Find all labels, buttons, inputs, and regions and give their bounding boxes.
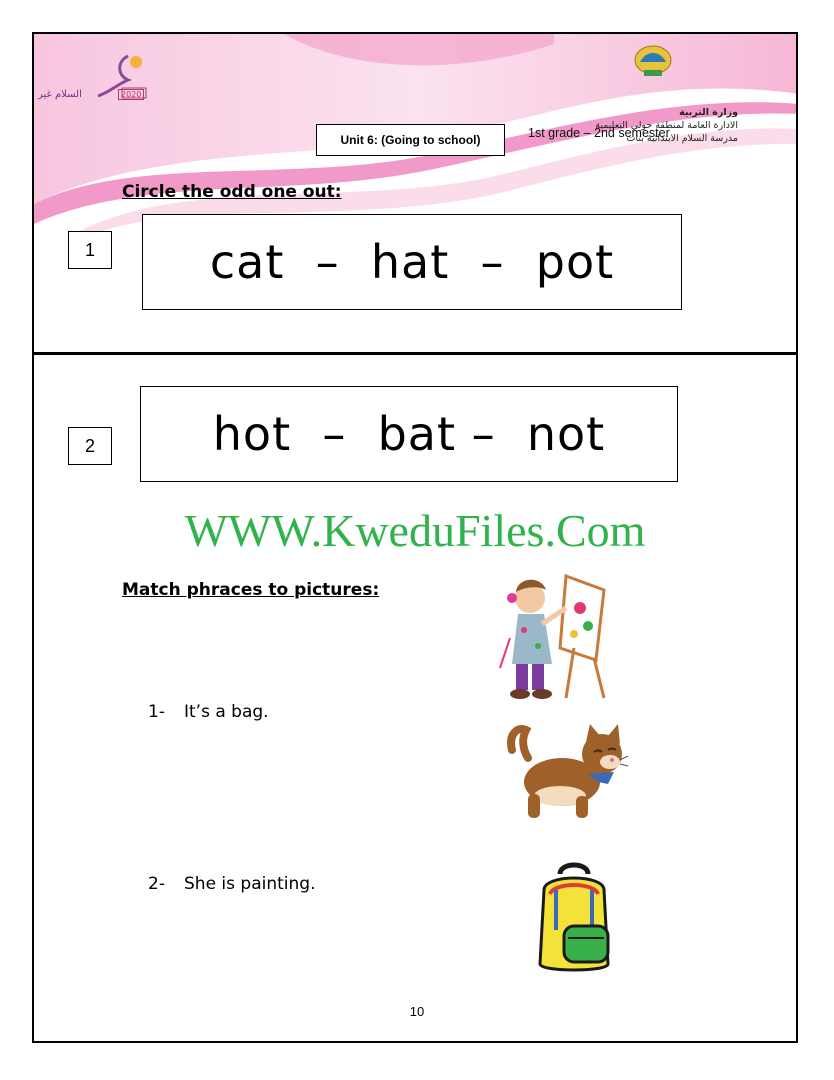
phrase-1: 1- It’s a bag. bbox=[148, 702, 269, 722]
instruction-odd-one-out: Circle the odd one out: bbox=[122, 182, 342, 202]
girl-painting-picture bbox=[496, 568, 614, 704]
worksheet-page bbox=[32, 32, 798, 1043]
question-number-2: 2 bbox=[68, 427, 112, 465]
unit-title: Unit 6: (Going to school) bbox=[316, 124, 505, 156]
word-set-1: cat – hat – pot bbox=[142, 214, 682, 310]
section-divider bbox=[34, 352, 798, 355]
ministry-crest-icon bbox=[630, 42, 676, 82]
logo-text: السلام غير bbox=[38, 89, 82, 100]
logo-year: 2020 bbox=[118, 89, 144, 100]
page-number: 10 bbox=[409, 1004, 425, 1019]
instruction-match: Match phraces to pictures: bbox=[122, 580, 380, 600]
header-arabic-text: وزارة التربية الادارة العامة لمنطقة حولي التعليمية مدرسة السلام الابتدائية بنات bbox=[595, 107, 738, 144]
grade-label: 1st grade – 2nd semester bbox=[528, 126, 670, 140]
phrase-2: 2- She is painting. bbox=[148, 874, 316, 894]
watermark-text: WWW.KweduFiles.Com bbox=[184, 505, 646, 556]
cat-picture bbox=[504, 720, 630, 826]
question-number-1: 1 bbox=[68, 231, 112, 269]
word-set-2: hot – bat – not bbox=[140, 386, 678, 482]
backpack-picture bbox=[530, 860, 618, 980]
